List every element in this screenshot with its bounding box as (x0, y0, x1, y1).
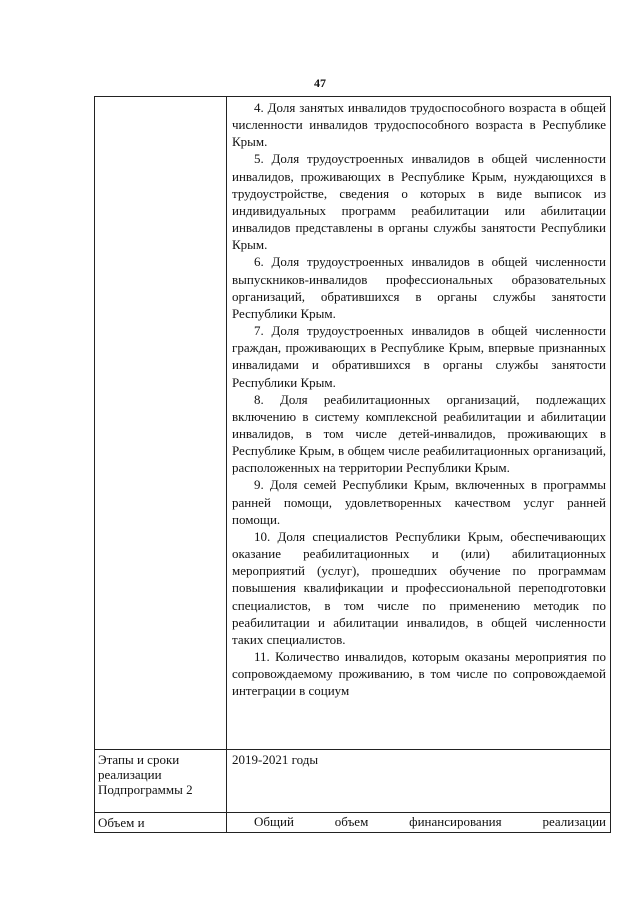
stages-value: 2019-2021 годы (227, 750, 611, 813)
indicator-paragraph-10: 10. Доля специалистов Республики Крым, обеспечивающих оказание реабилитационных и (или) абилитационных мероприятий (услуг), прошедших обучение по программам повышения квалификации и профессиональной переподготовки специалистов, в том числе по применению методик по реабилитации и абилитации инвалидов, в общей численности таких специалистов. (232, 528, 606, 647)
table-row-stages (95, 750, 611, 813)
indicator-paragraph-4: 4. Доля занятых инвалидов трудоспособного возраста в общей численности инвалидов трудоспособного возраста в Республике Крым. (232, 100, 606, 150)
indicator-paragraph-5: 5. Доля трудоустроенных инвалидов в общей численности инвалидов, проживающих в Республике Крым, нуждающихся в трудоустройстве, сведения о которых в виде выписок из индивидуальных программ реабилитации или абилитации инвалидов представлены в органы службы занятости Республики Крым. (232, 151, 606, 253)
table-row-volume (95, 813, 611, 833)
indicator-paragraph-8: 8. Доля реабилитационных организаций, подлежащих включению в систему комплексной реабилитации и абилитации инвалидов, в том числе детей-инвалидов, проживающих в Республике Крым, в общем числе реабилитационных организаций, расположенных на территории Республики Крым. (232, 391, 606, 476)
indicator-paragraph-9: 9. Доля семей Республики Крым, включенных в программы ранней помощи, удовлетворенных качеством услуг ранней помощи. (232, 477, 606, 527)
volume-value-cell (227, 813, 611, 833)
indicator-paragraph-6: 6. Доля трудоустроенных инвалидов в общей численности выпускников-инвалидов профессиональных образовательных организаций, обратившихся в органы службы занятости Республики Крым. (232, 254, 606, 321)
indicator-paragraph-11: 11. Количество инвалидов, которым оказаны мероприятия по сопровождаемому проживанию, в том числе по сопровождаемой интеграции в социум (232, 649, 606, 699)
page-number: 47 (314, 76, 326, 90)
volume-value: Общий объем финансирования реализации (254, 814, 606, 829)
passport-table (94, 96, 611, 833)
volume-label: Объем и (95, 813, 227, 833)
stages-label: Этапы и сроки реализации Подпрограммы 2 (95, 750, 227, 813)
indicator-paragraph-7: 7. Доля трудоустроенных инвалидов в общей численности граждан, проживающих в Республике Крым, впервые признанных инвалидами и обратившихся в органы службы занятости Республики Крым. (232, 323, 606, 390)
table-row-indicators (95, 97, 611, 750)
indicators-content-cell (227, 97, 611, 750)
indicators-label-cell (95, 97, 227, 750)
